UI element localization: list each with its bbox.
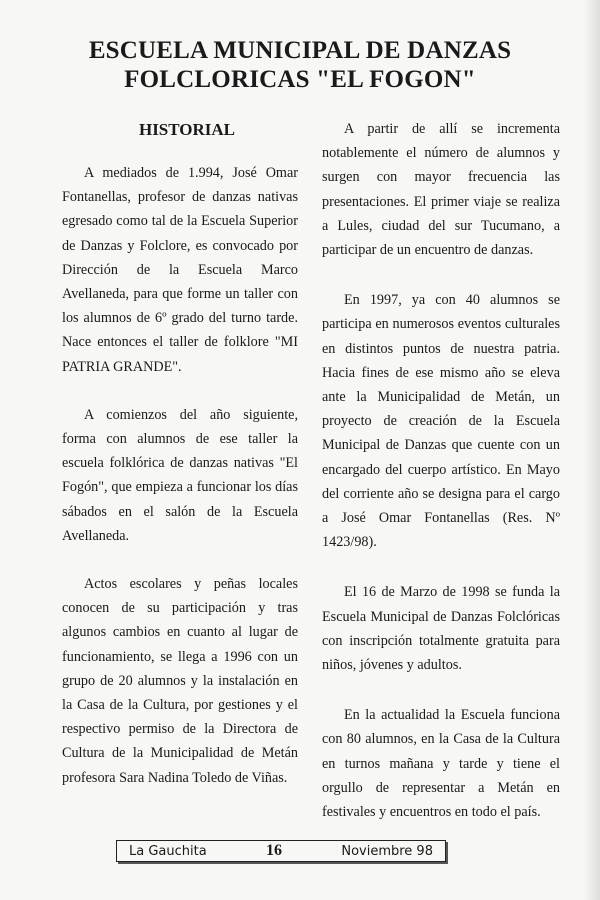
page-footer — [116, 840, 446, 862]
page-edge-shadow — [584, 0, 600, 900]
paragraph: A mediados de 1.994, José Omar Fontanellas, profesor de danzas nativas egresado como tal de la Escuela Superior de Danzas y Folclore, es convocado por Dirección de la Escuela Marco Avellaneda, para que forme un taller con los alumnos de 6º grado del turno tarde. Nace entonces el taller de folklore "MI PATRIA GRANDE". — [62, 165, 298, 375]
title-line-2: FOLCLORICAS "EL FOGON" — [124, 66, 476, 93]
right-column — [322, 117, 560, 824]
page-title — [60, 36, 540, 94]
paragraph: El 16 de Marzo de 1998 se funda la Escuela Municipal de Danzas Folclóricas con inscripción totalmente gratuita para niños, jóvenes y adultos. — [322, 584, 560, 674]
section-heading: HISTORIAL — [138, 120, 236, 139]
title-line-1: ESCUELA MUNICIPAL DE DANZAS — [88, 37, 512, 64]
paragraph: Actos escolares y peñas locales conocen de su participación y tras algunos cambios en cuanto al lugar de funcionamiento, se llega a 1996 con un grupo de 20 alumnos y la instalación en la Casa de la Cultura, por gestiones y el respectivo permiso de la Directora de Cultura de la Municipalidad de Metán profesora Sara Nadina Toledo de Viñas. — [62, 576, 298, 786]
footer-page-number: 16 — [266, 842, 283, 859]
paragraph: A comienzos del año siguiente, forma con alumnos de ese taller la escuela folklórica de danzas nativas "El Fogón", que empieza a funcionar los días sábados en el salón de la Escuela Avellaneda. — [62, 406, 298, 544]
footer-publication: La Gauchita — [129, 843, 207, 859]
footer-date: Noviembre 98 — [341, 843, 433, 859]
paragraph: En 1997, ya con 40 alumnos se participa en numerosos eventos culturales en distintos puntos de nuestra patria. Hacia fines de ese mismo año se eleva ante la Municipalidad de Metán, un proyecto de creación de la Escuela Municipal de Danzas que cuente con un encargado del cuerpo artístico. En Mayo del corriente año se designa para el cargo a José Omar Fontanellas (Res. Nº 1423/98). — [322, 292, 560, 551]
paragraph: En la actualidad la Escuela funciona con 80 alumnos, en la Casa de la Cultura en turnos mañana y tarde y tiene el orgullo de representar a Metán en festivales y encuentros en todo el país. — [322, 707, 560, 821]
paragraph: A partir de allí se incrementa notablemente el número de alumnos y surgen con mayor frecuencia las presentaciones. El primer viaje se realiza a Lules, ciudad del sur Tucumano, a participar de un encuentro de danzas. — [322, 121, 560, 259]
left-column — [62, 117, 298, 790]
